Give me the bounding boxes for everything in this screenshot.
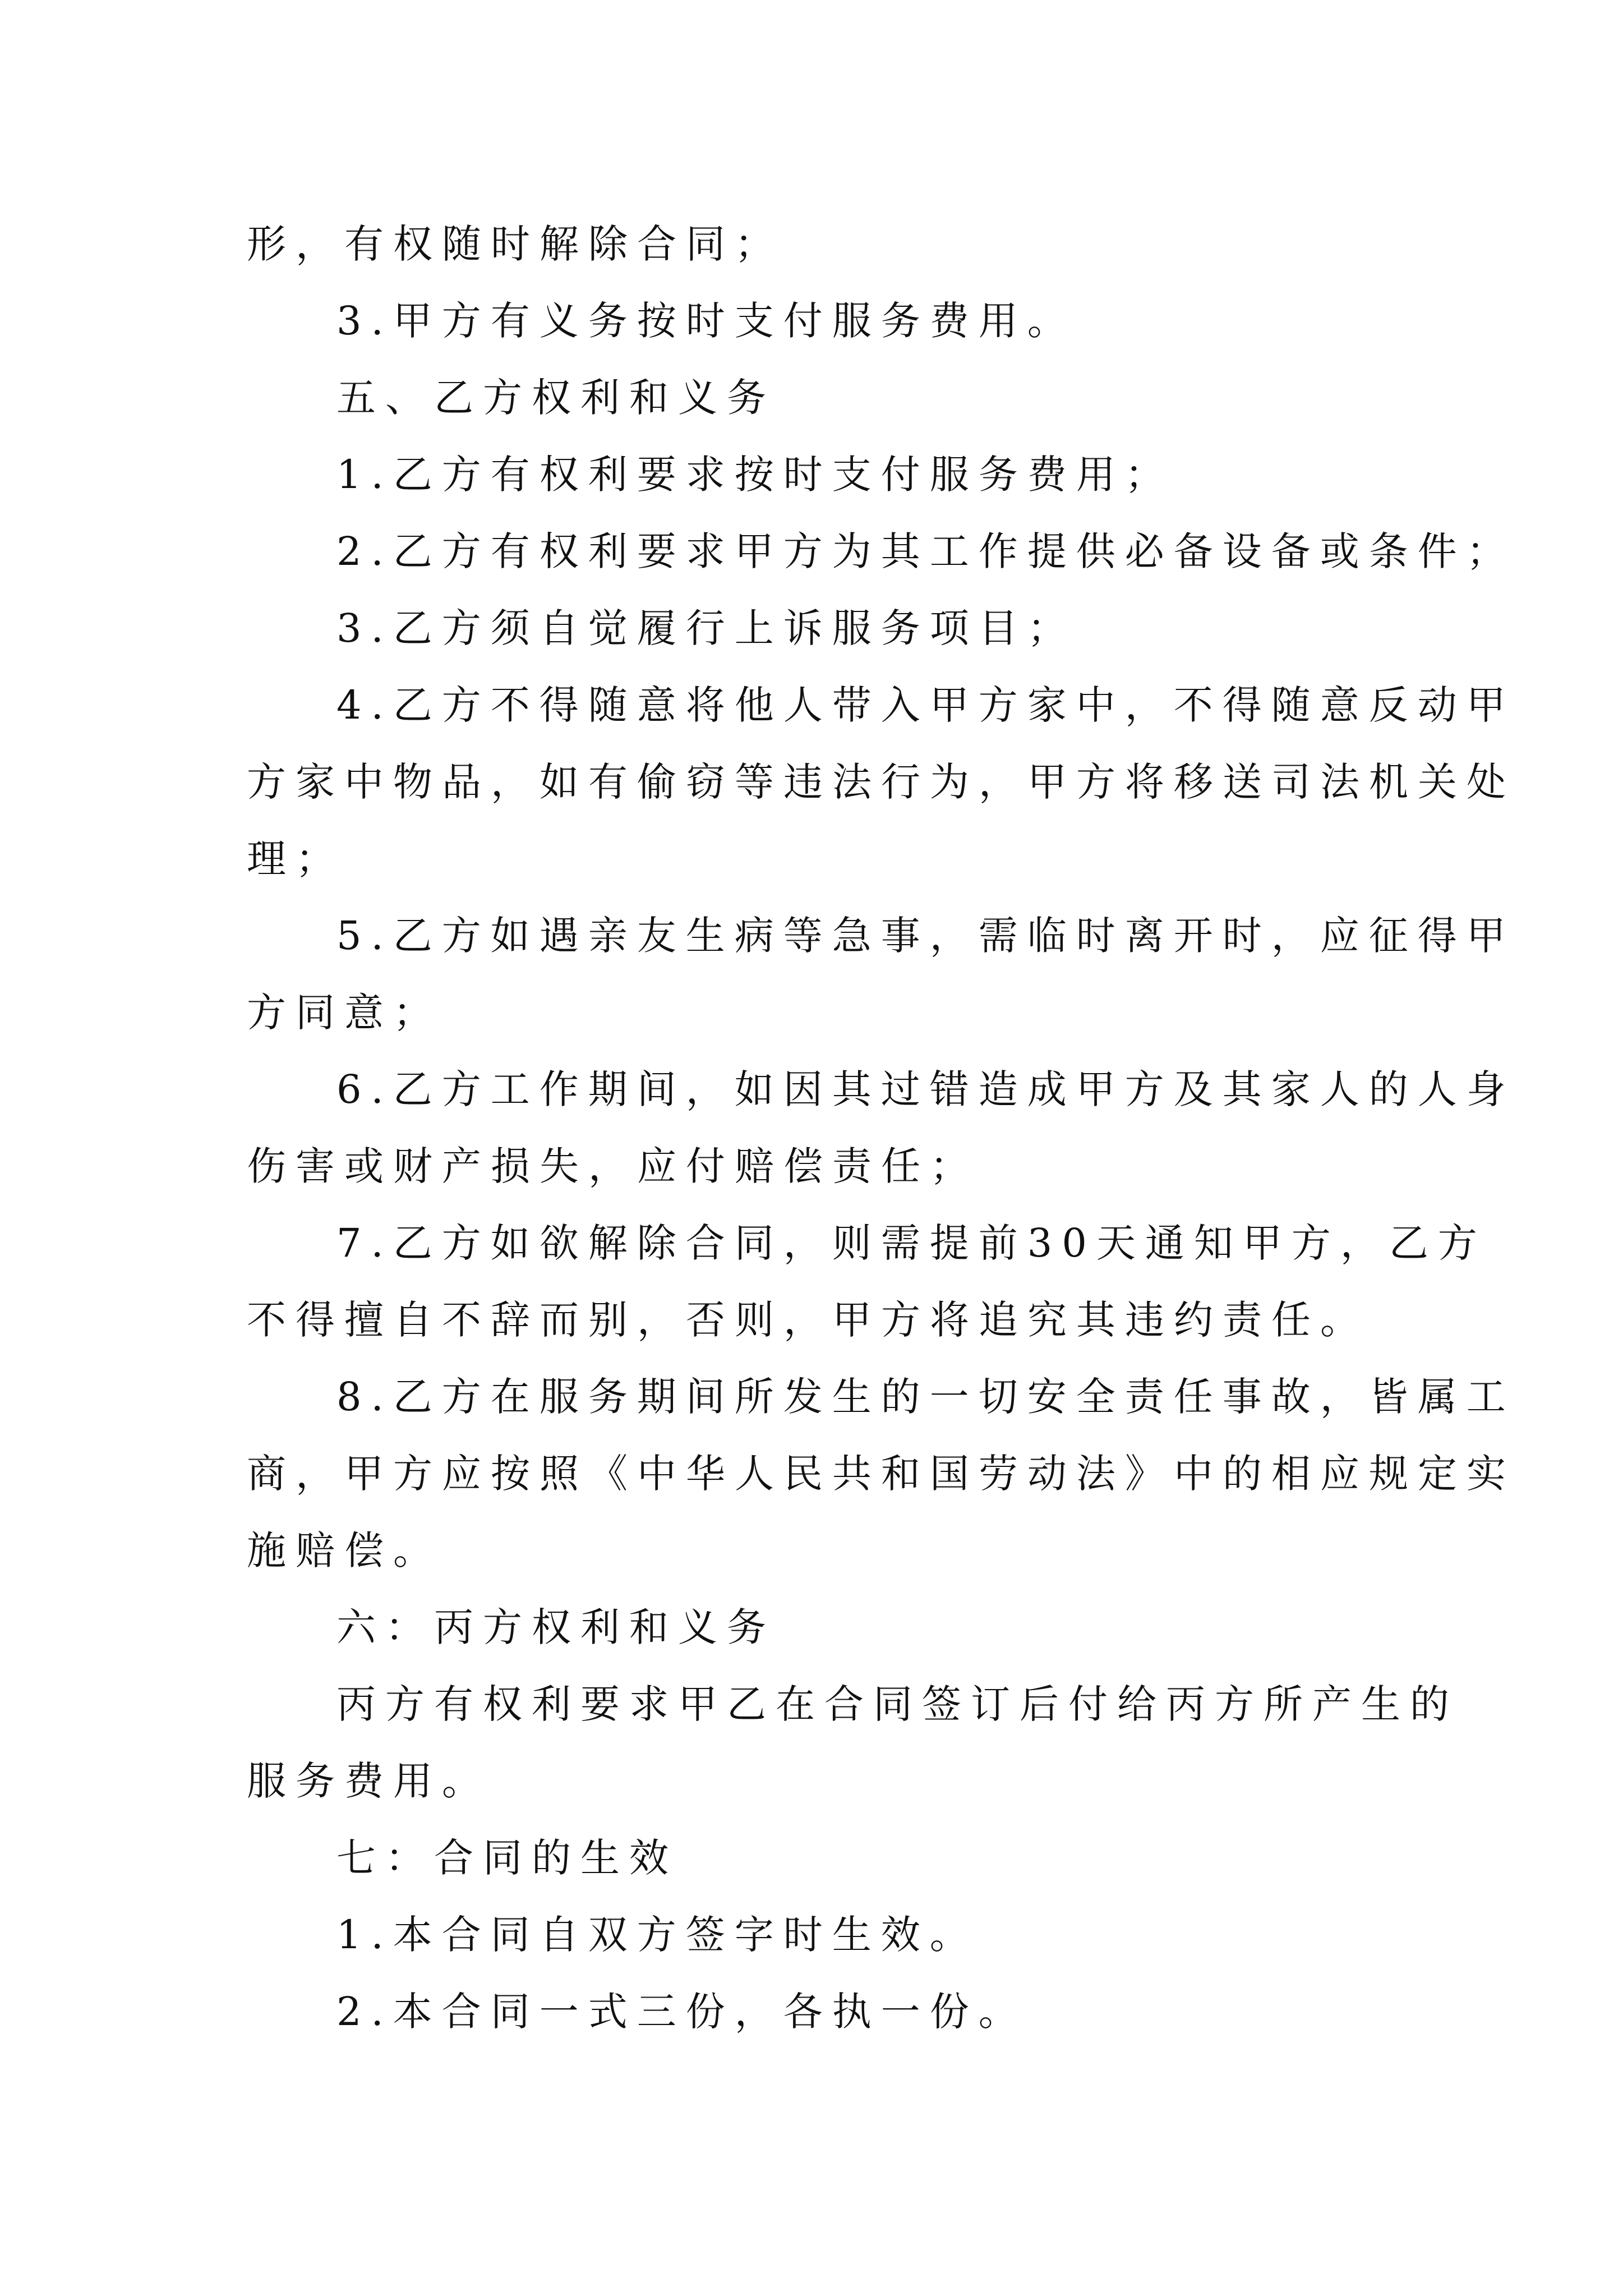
paragraph-line: 3.甲方有义务按时支付服务费用。 bbox=[336, 298, 1076, 344]
paragraph-line: 2.本合同一式三份，各执一份。 bbox=[336, 1989, 1027, 2035]
paragraph-line: 1.本合同自双方签字时生效。 bbox=[336, 1912, 979, 1958]
paragraph-line: 理； bbox=[247, 836, 344, 882]
paragraph-line: 5.乙方如遇亲友生病等急事，需临时离开时，应征得甲 bbox=[336, 913, 1515, 959]
section-heading: 五、乙方权利和义务 bbox=[336, 375, 776, 421]
paragraph-line: 商，甲方应按照《中华人民共和国劳动法》中的相应规定实 bbox=[247, 1451, 1515, 1497]
paragraph-line: 1.乙方有权利要求按时支付服务费用； bbox=[336, 452, 1174, 498]
paragraph-line: 不得擅自不辞而别，否则，甲方将追究其违约责任。 bbox=[247, 1297, 1369, 1343]
paragraph-line: 形，有权随时解除合同； bbox=[247, 221, 783, 267]
paragraph-line: 丙方有权利要求甲乙在合同签订后付给丙方所产生的 bbox=[336, 1681, 1459, 1727]
paragraph-line: 2.乙方有权利要求甲方为其工作提供必备设备或条件； bbox=[336, 528, 1515, 574]
paragraph-line: 6.乙方工作期间，如因其过错造成甲方及其家人的人身 bbox=[336, 1066, 1515, 1112]
paragraph-line: 服务费用。 bbox=[247, 1758, 491, 1804]
paragraph-line: 7.乙方如欲解除合同，则需提前30天通知甲方，乙方 bbox=[336, 1220, 1487, 1266]
paragraph-line: 施赔偿。 bbox=[247, 1527, 442, 1573]
section-heading: 六：丙方权利和义务 bbox=[336, 1604, 776, 1650]
paragraph-line: 方同意； bbox=[247, 990, 442, 1036]
section-heading: 七：合同的生效 bbox=[336, 1835, 678, 1881]
paragraph-line: 方家中物品，如有偷窃等违法行为，甲方将移送司法机关处 bbox=[247, 759, 1515, 805]
paragraph-line: 3.乙方须自觉履行上诉服务项目； bbox=[336, 605, 1076, 651]
paragraph-line: 伤害或财产损失，应付赔偿责任； bbox=[247, 1143, 979, 1189]
paragraph-line: 4.乙方不得随意将他人带入甲方家中，不得随意反动甲 bbox=[336, 682, 1515, 728]
paragraph-line: 8.乙方在服务期间所发生的一切安全责任事故，皆属工 bbox=[336, 1374, 1515, 1420]
